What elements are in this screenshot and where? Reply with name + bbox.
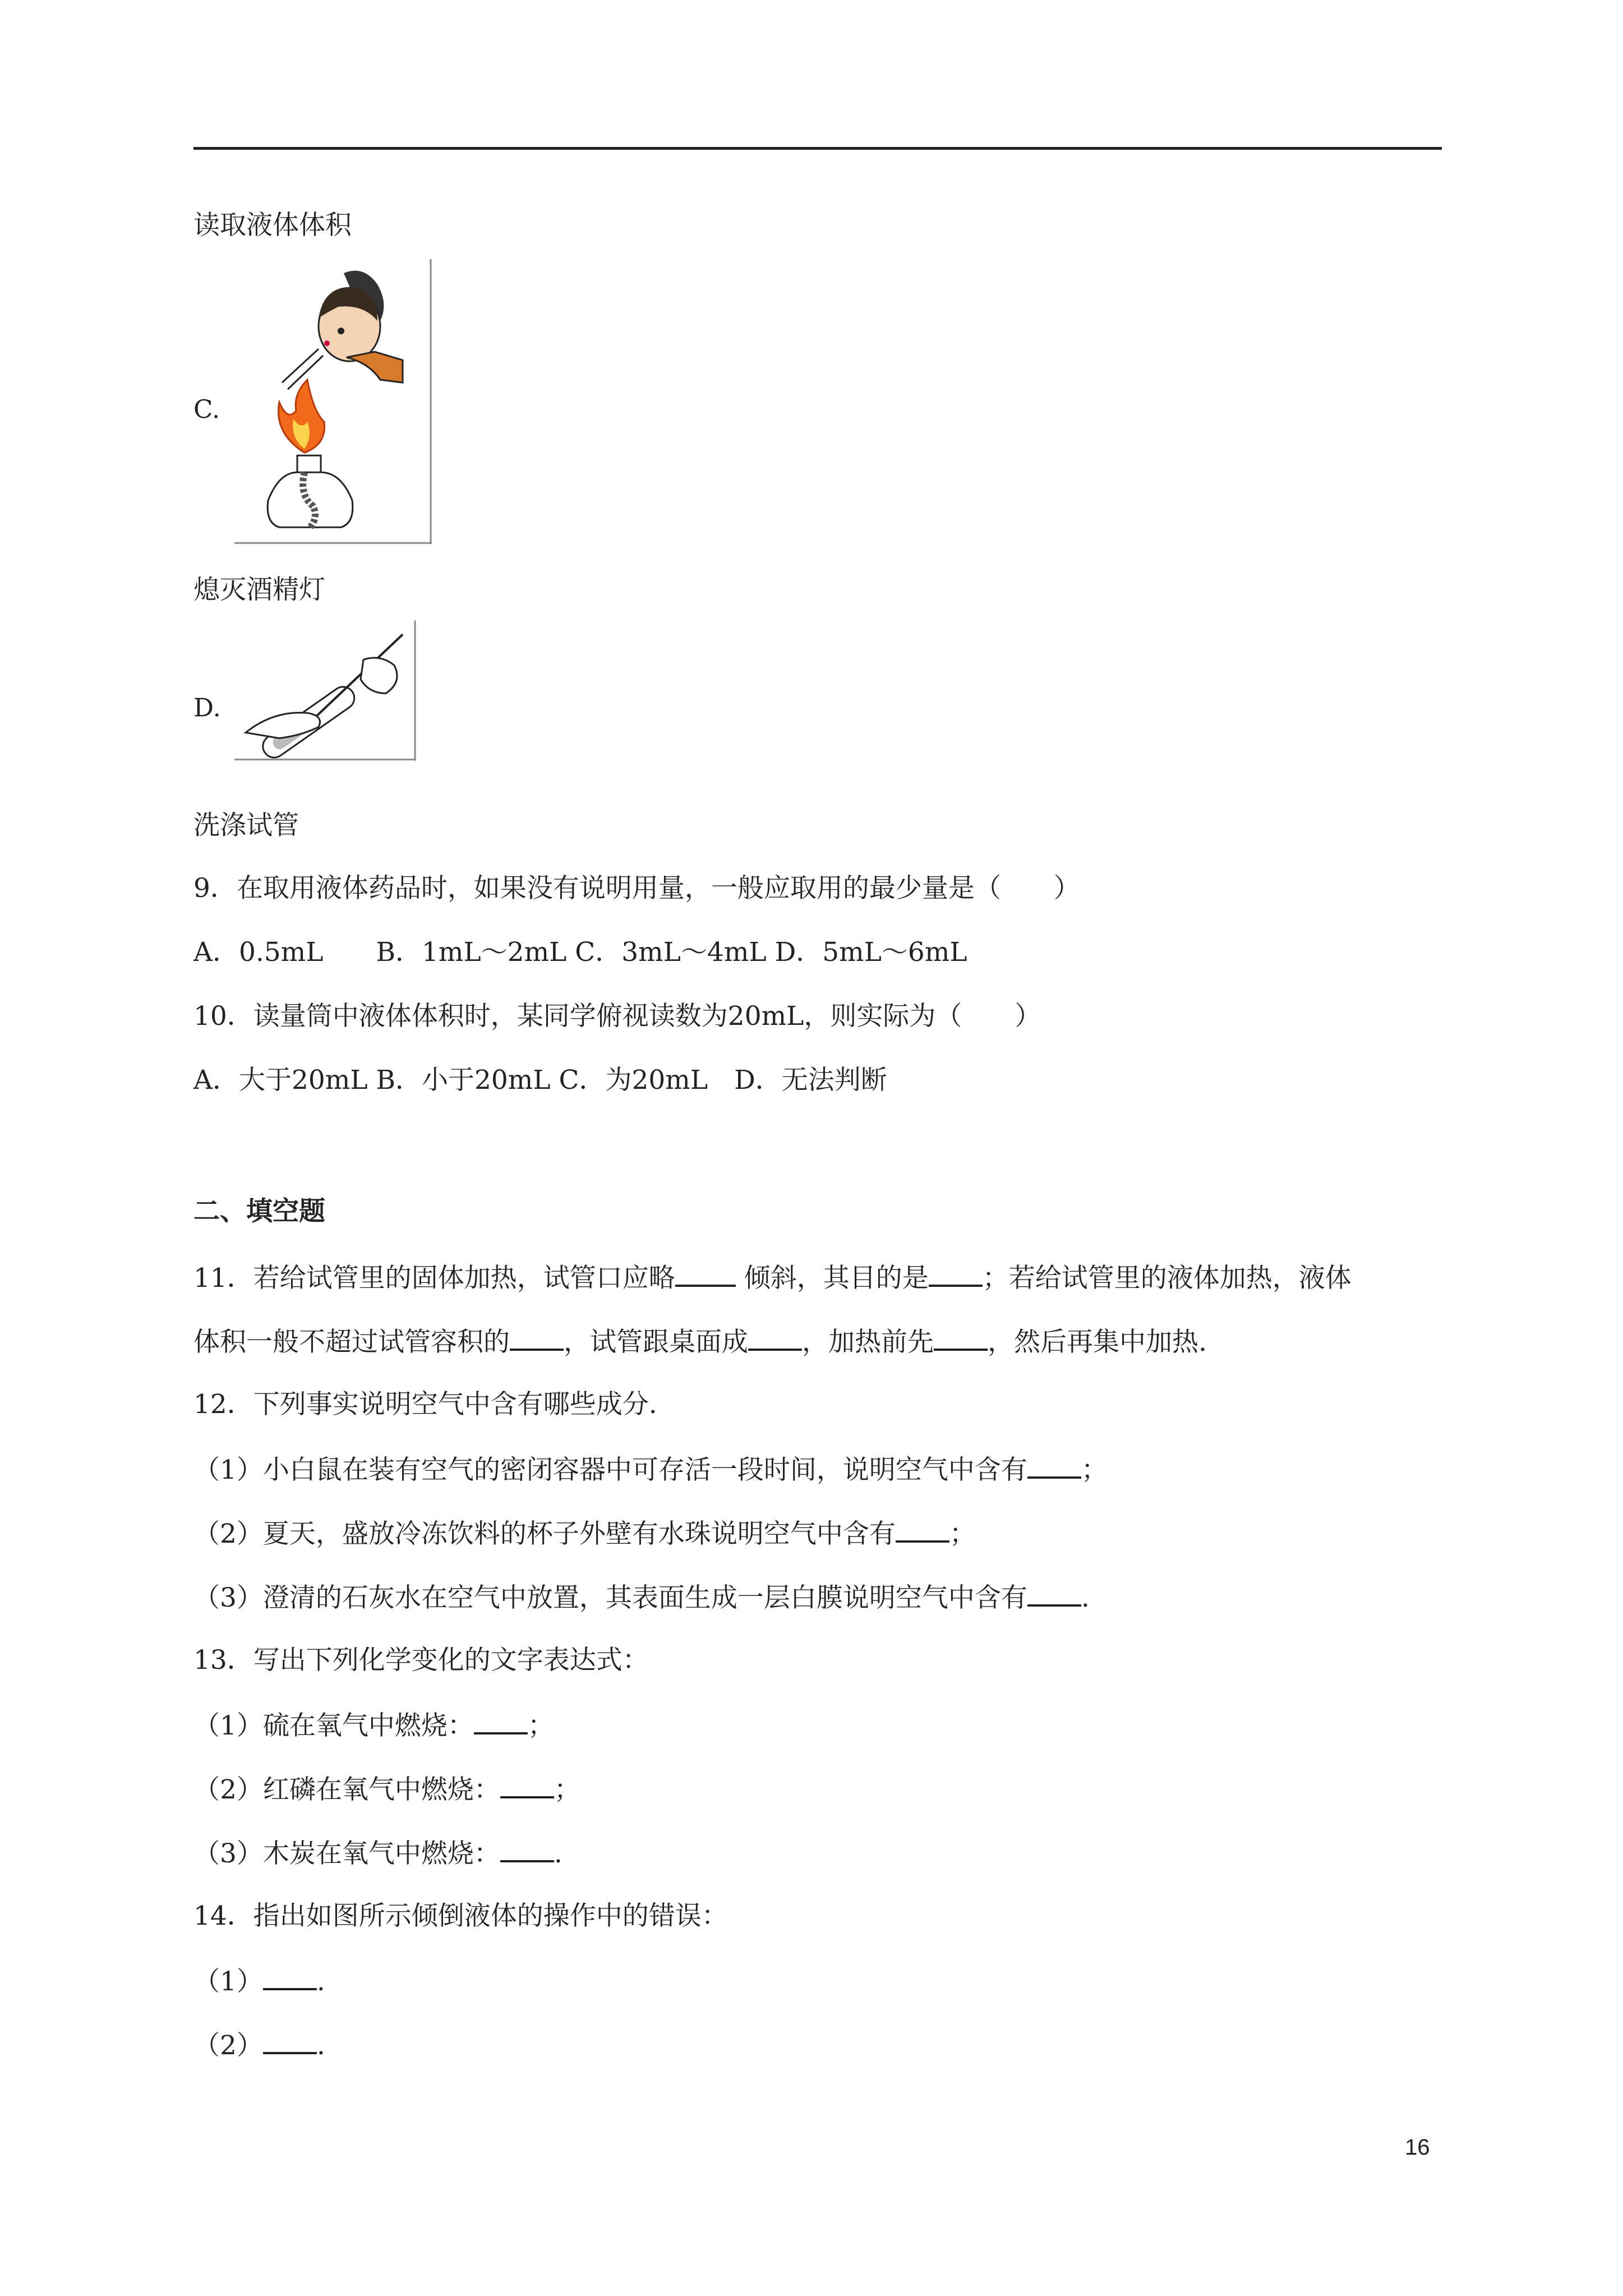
answer-blank[interactable] (500, 1835, 554, 1862)
question-13-sub-1 (193, 1708, 554, 1743)
header-rule (193, 147, 1442, 150)
q12-1-end: ； (1081, 1455, 1108, 1485)
question-14-stem: 14．指出如图所示倾倒液体的操作中的错误： (193, 1901, 728, 1931)
q12-1-text: （1）小白鼠在装有空气的密闭容器中可存活一段时间，说明空气中含有 (193, 1455, 1027, 1485)
question-9-stem: 9．在取用液体药品时，如果没有说明用量，一般应取用的最少量是（ ） (193, 873, 1080, 904)
question-10-options: A．大于20mL B．小于20mL C．为20mL D．无法判断 (193, 1065, 887, 1096)
option-c-caption: 熄灭酒精灯 (193, 574, 325, 605)
question-9-options: A．0.5mL B．1mL～2mL C．3mL～4mL D．5mL～6mL (193, 937, 967, 968)
question-11-line-1 (193, 1260, 1352, 1295)
answer-blank[interactable] (263, 1963, 317, 1990)
answer-blank[interactable] (1027, 1580, 1081, 1607)
q13-1-text: （1）硫在氧气中燃烧： (193, 1710, 474, 1741)
section-fill-in-title: 二、填空题 (193, 1196, 325, 1227)
q11-text-5: ，试管跟桌面成 (564, 1327, 748, 1358)
q12-2-text: （2）夏天，盛放冷冻饮料的杯子外壁有水珠说明空气中含有 (193, 1519, 896, 1549)
girl-figure (319, 271, 403, 383)
q11-text-2: 倾斜，其目的是 (735, 1263, 929, 1294)
q14-1-text: （1） (193, 1966, 263, 1997)
q13-3-text: （3）木炭在氧气中燃烧： (193, 1838, 500, 1869)
blow-out-alcohol-lamp-figure (234, 259, 432, 544)
q14-2-end: . (316, 2030, 325, 2061)
option-c-label: C. (193, 394, 220, 424)
q13-2-text: （2）红磷在氧气中燃烧： (193, 1774, 500, 1805)
right-hand-icon (361, 658, 397, 693)
answer-blank[interactable] (748, 1324, 802, 1351)
q13-3-end: . (554, 1838, 562, 1869)
answer-blank[interactable] (500, 1772, 554, 1798)
q13-2-end: ； (554, 1774, 580, 1805)
question-10-stem: 10．读量筒中液体体积时，某同学俯视读数为20mL，则实际为（ ） (193, 1001, 1041, 1032)
q12-2-end: ； (949, 1519, 976, 1549)
answer-blank[interactable] (474, 1708, 528, 1734)
question-13-sub-3 (193, 1835, 562, 1871)
q11-text-4: 体积一般不超过试管容积的 (193, 1327, 510, 1358)
question-13-stem: 13．写出下列化学变化的文字表达式： (193, 1645, 649, 1676)
q12-3-end: . (1081, 1582, 1090, 1613)
option-d-label: D. (193, 693, 221, 723)
question-11-line-2 (193, 1324, 1207, 1359)
answer-blank[interactable] (929, 1260, 983, 1287)
wash-test-tube-figure (234, 620, 416, 761)
q11-text-3: ；若给试管里的液体加热，液体 (982, 1263, 1352, 1294)
answer-blank[interactable] (510, 1324, 564, 1351)
q11-text-1: 11．若给试管里的固体加热，试管口应略 (193, 1263, 675, 1294)
q14-2-text: （2） (193, 2030, 263, 2061)
answer-blank[interactable] (934, 1324, 988, 1351)
option-d-caption: 洗涤试管 (193, 810, 299, 841)
caption-read-volume: 读取液体体积 (193, 210, 352, 241)
question-14-sub-1 (193, 1963, 325, 1999)
question-14-sub-2 (193, 2027, 325, 2063)
answer-blank[interactable] (263, 2027, 317, 2054)
answer-blank[interactable] (1027, 1452, 1081, 1479)
q12-3-text: （3）澄清的石灰水在空气中放置，其表面生成一层白膜说明空气中含有 (193, 1582, 1027, 1613)
q13-1-end: ； (527, 1710, 554, 1741)
q11-text-6: ，加热前先 (802, 1327, 934, 1358)
question-12-sub-2 (193, 1516, 976, 1551)
page-number: 16 (1405, 2135, 1430, 2160)
question-12-stem: 12．下列事实说明空气中含有哪些成分. (193, 1389, 657, 1420)
q14-1-end: . (316, 1966, 325, 1997)
q11-text-7: ，然后再集中加热. (988, 1327, 1207, 1358)
question-12-sub-1 (193, 1452, 1108, 1487)
answer-blank[interactable] (675, 1260, 736, 1287)
answer-blank[interactable] (896, 1516, 949, 1543)
question-12-sub-3 (193, 1580, 1090, 1615)
question-13-sub-2 (193, 1772, 580, 1807)
